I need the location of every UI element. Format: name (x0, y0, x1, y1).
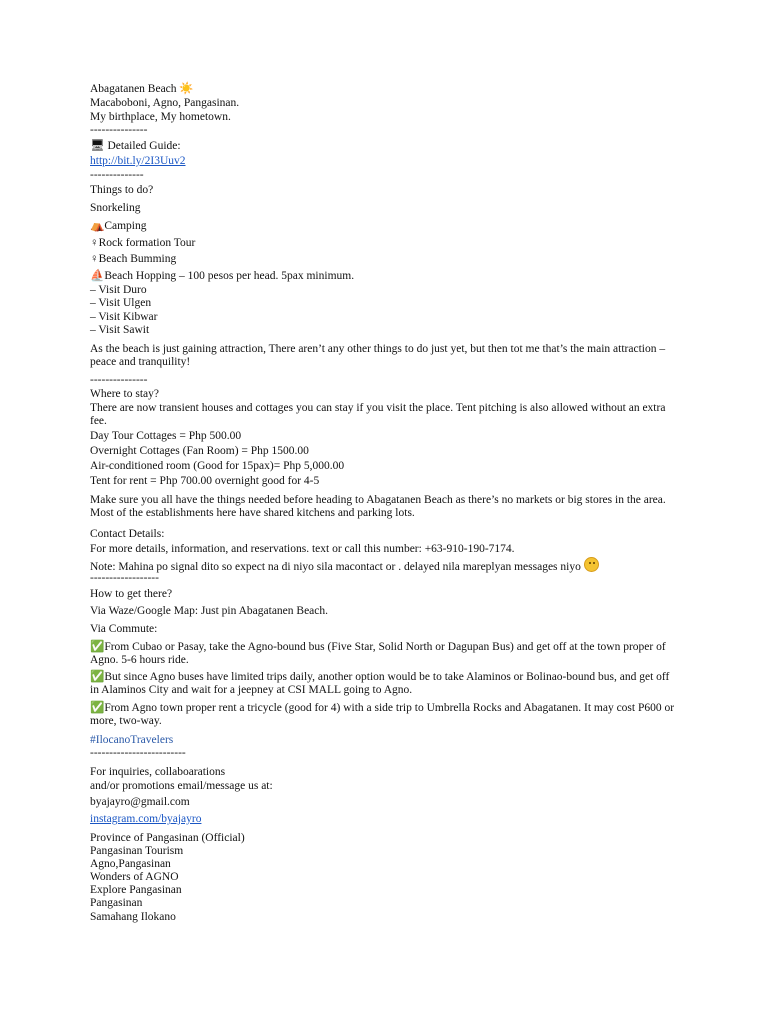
smiley-icon (584, 557, 599, 572)
contact-text: For more details, information, and reservations. text or call this number: +63-910-190-7174. (90, 543, 515, 555)
post-title: Abagatanen Beach ☀️ (90, 83, 194, 95)
visit-item: – Visit Sawit (90, 324, 150, 336)
guide-label: 🖥 Detailed Guide: (90, 140, 181, 152)
activity-beach-hopping: ⛵Beach Hopping – 100 pesos per head. 5pax minimum. (90, 270, 355, 282)
separator: -------------- (90, 169, 144, 181)
waze-line (90, 605, 328, 618)
tag-item: Samahang Ilokano (90, 911, 176, 923)
activity-label: Snorkeling (90, 202, 141, 214)
instagram-link[interactable]: instagram.com/byajayro (90, 813, 202, 825)
stores-paragraph: Make sure you all have the things needed before heading to Abagatanen Beach as there’s no markets or big stores in the area. Most of the establishments here have shared kitchens and parking lots. (90, 494, 666, 519)
rate-item (90, 460, 344, 473)
tag-item: Pangasinan Tourism (90, 845, 184, 857)
tag-item: Agno,Pangasinan (90, 858, 171, 870)
contact-heading-text: Contact Details: (90, 528, 165, 540)
tag-item: Province of Pangasinan (Official) (90, 832, 245, 844)
hashtag-link[interactable]: #IlocanoTravelers (90, 734, 174, 746)
guide-link[interactable]: http://bit.ly/2I3Uuv2 (90, 155, 186, 167)
tag-item: Wonders of AGNO (90, 871, 179, 883)
things-heading (90, 184, 153, 197)
commute-step: ✅From Agno town proper rent a tricycle (good for 4) with a side trip to Umbrella Rocks and Abagatanen. It may cost P600 or more, two-way. (90, 702, 675, 727)
hometown-line (90, 111, 231, 124)
activity-snorkeling (90, 202, 140, 215)
waze-text: Via Waze/Google Map: Just pin Abagatanen Beach. (90, 605, 329, 617)
rate-item (90, 445, 309, 458)
rate-item (90, 475, 319, 488)
stay-heading-text: Where to stay? (90, 388, 159, 400)
activity-beach-bumming (90, 253, 176, 266)
rate-label: Air-conditioned room (Good for 15pax)= Php 5,000.00 (90, 460, 345, 472)
hometown-text: My birthplace, My hometown. (90, 111, 231, 123)
separator: --------------- (90, 124, 148, 136)
activity-label: ♀Beach Bumming (90, 253, 177, 265)
instagram-line (90, 813, 201, 826)
email-text: byajayro@gmail.com (90, 796, 190, 808)
contact-heading (90, 528, 164, 541)
rate-item (90, 430, 241, 443)
how-heading-text: How to get there? (90, 588, 173, 600)
tag-item: Pangasinan (90, 897, 143, 909)
separator: ------------------------- (90, 747, 186, 759)
email-line (90, 796, 190, 809)
activity-camping: ⛺Camping (90, 220, 147, 232)
rate-label: Overnight Cottages (Fan Room) = Php 1500.00 (90, 445, 309, 457)
stay-heading (90, 388, 159, 401)
separator: ------------------ (90, 572, 159, 584)
commute-line (90, 623, 157, 636)
title-line (90, 83, 194, 96)
attraction-paragraph: As the beach is just gaining attraction, There aren’t any other things to do just yet, but then tot me that’s the main attraction – peace and tranquility! (90, 343, 666, 368)
visit-item: – Visit Kibwar (90, 311, 158, 323)
commute-text: Via Commute: (90, 623, 158, 635)
activity-rock-tour (90, 237, 195, 250)
visit-item: – Visit Ulgen (90, 297, 152, 309)
things-heading-text: Things to do? (90, 184, 154, 196)
tag-item: Explore Pangasinan (90, 884, 182, 896)
visit-item: – Visit Duro (90, 284, 147, 296)
commute-step: ✅But since Agno buses have limited trips daily, another option would be to take Alaminos or Bolinao-bound bus, and get off in Alaminos City and wait for a jeepney at CSI MALL going to Agno. (90, 671, 670, 696)
inquiries-line: and/or promotions email/message us at: (90, 780, 273, 792)
signal-note-text: Note: Mahina po signal dito so expect na di niyo sila macontact or . delayed nila mareplyan messages niyo (90, 561, 581, 573)
rate-label: Day Tour Cottages = Php 500.00 (90, 430, 242, 442)
rate-label: Tent for rent = Php 700.00 overnight good for 4-5 (90, 475, 320, 487)
inquiries-line: For inquiries, collaboarations (90, 766, 226, 778)
signal-note (90, 557, 599, 574)
commute-step: ✅From Cubao or Pasay, take the Agno-bound bus (Five Star, Solid North or Dagupan Bus) and get off at the town proper of Agno. 5-6 hours ride. (90, 641, 666, 666)
how-heading (90, 588, 172, 601)
separator: --------------- (90, 374, 148, 386)
location-line: Macaboboni, Agno, Pangasinan. (90, 97, 240, 109)
stay-paragraph: There are now transient houses and cottages you can stay if you visit the place. Tent pitching is also allowed without an extra fee. (90, 402, 666, 427)
activity-label: ♀Rock formation Tour (90, 237, 196, 249)
